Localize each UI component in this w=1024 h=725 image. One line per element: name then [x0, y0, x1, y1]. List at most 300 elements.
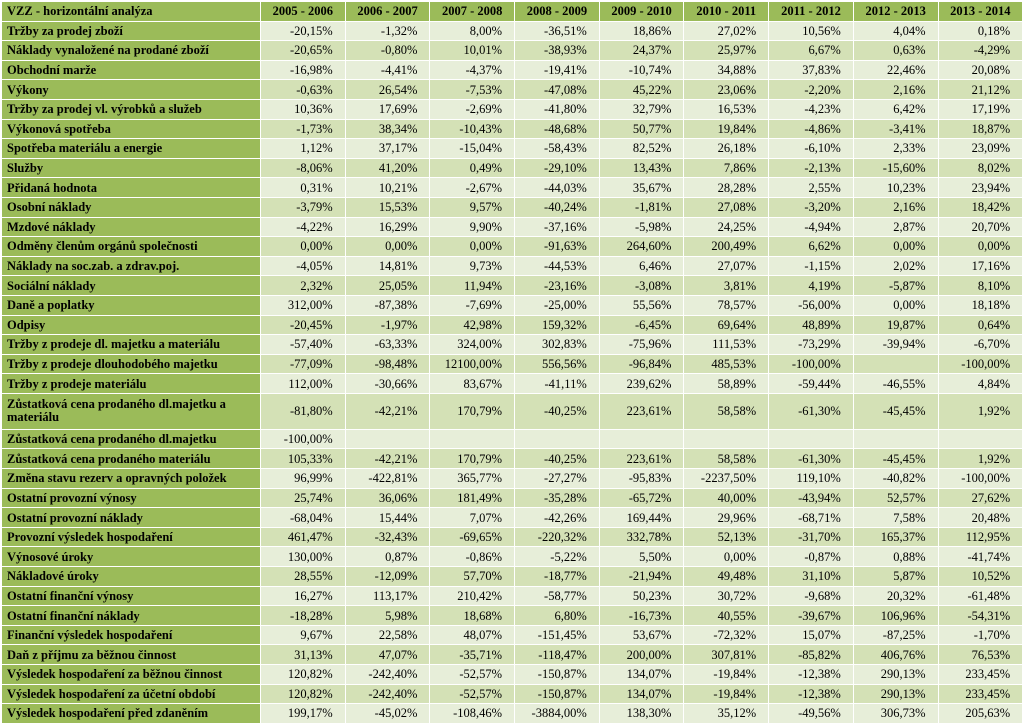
table-cell: -40,24%	[515, 197, 600, 217]
table-cell: -81,80%	[261, 393, 346, 429]
table-cell: 38,34%	[345, 119, 430, 139]
table-cell: -151,45%	[515, 625, 600, 645]
table-cell: -40,82%	[853, 469, 938, 489]
table-cell: -1,32%	[345, 21, 430, 41]
table-cell: -8,06%	[261, 158, 346, 178]
table-cell: 119,10%	[769, 469, 854, 489]
row-label: Ostatní finanční výnosy	[2, 586, 261, 606]
table-cell: 17,69%	[345, 99, 430, 119]
table-cell: -0,80%	[345, 41, 430, 61]
table-cell: -15,60%	[853, 158, 938, 178]
table-cell: -87,25%	[853, 625, 938, 645]
table-cell: 57,70%	[430, 567, 515, 587]
table-cell: -4,23%	[769, 99, 854, 119]
table-cell: 200,00%	[599, 645, 684, 665]
table-cell: 302,83%	[515, 335, 600, 355]
table-cell: 47,07%	[345, 645, 430, 665]
table-cell: -6,70%	[938, 335, 1023, 355]
table-cell: 6,67%	[769, 41, 854, 61]
table-cell: 15,07%	[769, 625, 854, 645]
table-row	[2, 21, 1023, 41]
table-cell: 48,89%	[769, 315, 854, 335]
table-cell: 0,87%	[345, 547, 430, 567]
table-cell: 130,00%	[261, 547, 346, 567]
table-cell: 2,32%	[261, 276, 346, 296]
table-cell: -46,55%	[853, 374, 938, 394]
table-cell: -29,10%	[515, 158, 600, 178]
table-cell: 58,58%	[684, 449, 769, 469]
table-cell: -31,70%	[769, 527, 854, 547]
table-cell: 15,44%	[345, 508, 430, 528]
table-cell: 17,19%	[938, 99, 1023, 119]
table-cell: 112,95%	[938, 527, 1023, 547]
table-cell: -38,93%	[515, 41, 600, 61]
table-cell: 19,84%	[684, 119, 769, 139]
table-cell: -69,65%	[430, 527, 515, 547]
table-cell: -45,02%	[345, 704, 430, 724]
table-cell: -30,66%	[345, 374, 430, 394]
table-cell: -3,08%	[599, 276, 684, 296]
table-cell: 0,88%	[853, 547, 938, 567]
table-cell: -40,25%	[515, 393, 600, 429]
table-row	[2, 488, 1023, 508]
table-cell: -41,74%	[938, 547, 1023, 567]
table-cell: -58,43%	[515, 139, 600, 159]
table-cell: 6,46%	[599, 256, 684, 276]
table-cell: 159,32%	[515, 315, 600, 335]
table-cell: -59,44%	[769, 374, 854, 394]
table-cell: 332,78%	[599, 527, 684, 547]
table-cell: -27,27%	[515, 469, 600, 489]
table-cell: 312,00%	[261, 295, 346, 315]
row-label: Provozní výsledek hospodaření	[2, 527, 261, 547]
table-cell	[769, 429, 854, 449]
table-cell: 170,79%	[430, 449, 515, 469]
table-cell: -42,21%	[345, 449, 430, 469]
row-label: Výsledek hospodaření za běžnou činnost	[2, 665, 261, 685]
row-label: Odpisy	[2, 315, 261, 335]
table-cell: 9,67%	[261, 625, 346, 645]
table-cell: -10,74%	[599, 60, 684, 80]
table-cell: 6,62%	[769, 237, 854, 257]
row-label: Sociální náklady	[2, 276, 261, 296]
table-cell: -20,65%	[261, 41, 346, 61]
table-cell: 16,29%	[345, 217, 430, 237]
table-cell: 26,18%	[684, 139, 769, 159]
horizontal-analysis-table	[1, 1, 1023, 724]
table-cell: -0,63%	[261, 80, 346, 100]
table-cell: 7,07%	[430, 508, 515, 528]
row-label: Tržby za prodej zboží	[2, 21, 261, 41]
table-cell: -1,73%	[261, 119, 346, 139]
table-cell: 0,64%	[938, 315, 1023, 335]
table-row	[2, 393, 1023, 429]
table-cell: -68,71%	[769, 508, 854, 528]
table-cell: -45,45%	[853, 449, 938, 469]
row-label: Tržby za prodej vl. výrobků a služeb	[2, 99, 261, 119]
table-cell: -2,13%	[769, 158, 854, 178]
row-label: Ostatní provozní výnosy	[2, 488, 261, 508]
table-cell: 5,87%	[853, 567, 938, 587]
table-cell: 2,33%	[853, 139, 938, 159]
table-cell: -12,38%	[769, 684, 854, 704]
table-cell: 306,73%	[853, 704, 938, 724]
column-header: 2013 - 2014	[938, 2, 1023, 22]
column-header: 2009 - 2010	[599, 2, 684, 22]
table-cell: 49,48%	[684, 567, 769, 587]
table-cell: -42,21%	[345, 393, 430, 429]
table-row	[2, 547, 1023, 567]
table-cell: -65,72%	[599, 488, 684, 508]
row-label: Ostatní finanční náklady	[2, 606, 261, 626]
table-cell: -21,94%	[599, 567, 684, 587]
table-cell: 69,64%	[684, 315, 769, 335]
table-cell: 7,58%	[853, 508, 938, 528]
row-label: Výkonová spotřeba	[2, 119, 261, 139]
table-row	[2, 508, 1023, 528]
table-cell: -57,40%	[261, 335, 346, 355]
table-cell: 37,83%	[769, 60, 854, 80]
row-label: Výnosové úroky	[2, 547, 261, 567]
row-label: Výsledek hospodaření před zdaněním	[2, 704, 261, 724]
table-cell: 10,23%	[853, 178, 938, 198]
table-cell: -5,98%	[599, 217, 684, 237]
table-cell	[853, 429, 938, 449]
table-row	[2, 197, 1023, 217]
table-cell: 120,82%	[261, 684, 346, 704]
table-cell: 53,67%	[599, 625, 684, 645]
table-cell: 111,53%	[684, 335, 769, 355]
table-cell: -23,16%	[515, 276, 600, 296]
table-cell: 20,08%	[938, 60, 1023, 80]
table-row	[2, 625, 1023, 645]
table-cell: -4,05%	[261, 256, 346, 276]
table-cell: 35,67%	[599, 178, 684, 198]
table-cell: 16,27%	[261, 586, 346, 606]
table-cell: 233,45%	[938, 665, 1023, 685]
table-cell	[684, 429, 769, 449]
table-cell: 6,80%	[515, 606, 600, 626]
table-row	[2, 217, 1023, 237]
table-cell: -61,30%	[769, 449, 854, 469]
table-cell: 290,13%	[853, 684, 938, 704]
table-cell: -0,86%	[430, 547, 515, 567]
table-cell: 37,17%	[345, 139, 430, 159]
table-cell: 0,00%	[853, 237, 938, 257]
table-cell: -7,69%	[430, 295, 515, 315]
table-cell: 13,43%	[599, 158, 684, 178]
table-row	[2, 158, 1023, 178]
row-label: Výsledek hospodaření za účetní období	[2, 684, 261, 704]
table-cell: -2,69%	[430, 99, 515, 119]
table-cell: -61,48%	[938, 586, 1023, 606]
table-cell: 22,58%	[345, 625, 430, 645]
table-cell: -150,87%	[515, 665, 600, 685]
table-cell: 2,87%	[853, 217, 938, 237]
table-cell: -61,30%	[769, 393, 854, 429]
table-cell: -100,00%	[769, 354, 854, 374]
table-cell: 4,84%	[938, 374, 1023, 394]
table-cell: -41,80%	[515, 99, 600, 119]
table-cell: 0,00%	[430, 237, 515, 257]
row-label: Odměny členům orgánů společnosti	[2, 237, 261, 257]
column-header: 2008 - 2009	[515, 2, 600, 22]
row-label: Tržby z prodeje dl. majetku a materiálu	[2, 335, 261, 355]
table-cell: 264,60%	[599, 237, 684, 257]
table-cell: -68,04%	[261, 508, 346, 528]
table-cell: 18,68%	[430, 606, 515, 626]
table-cell	[515, 429, 600, 449]
table-cell: 10,21%	[345, 178, 430, 198]
table-cell	[853, 354, 938, 374]
table-cell: 239,62%	[599, 374, 684, 394]
table-title: VZZ - horizontální analýza	[2, 2, 261, 22]
table-row	[2, 704, 1023, 724]
table-cell: -47,08%	[515, 80, 600, 100]
table-cell: 3,81%	[684, 276, 769, 296]
table-cell: -72,32%	[684, 625, 769, 645]
table-row	[2, 178, 1023, 198]
table-cell: -77,09%	[261, 354, 346, 374]
table-cell: 58,89%	[684, 374, 769, 394]
table-cell: 223,61%	[599, 393, 684, 429]
table-cell: -25,00%	[515, 295, 600, 315]
table-cell: 20,48%	[938, 508, 1023, 528]
table-cell: 31,13%	[261, 645, 346, 665]
table-cell: -75,96%	[599, 335, 684, 355]
table-cell: -10,43%	[430, 119, 515, 139]
table-cell: 120,82%	[261, 665, 346, 685]
table-cell: -43,94%	[769, 488, 854, 508]
table-cell: 324,00%	[430, 335, 515, 355]
table-cell: 165,37%	[853, 527, 938, 547]
table-cell: -100,00%	[938, 469, 1023, 489]
table-cell: 8,10%	[938, 276, 1023, 296]
table-cell: -12,09%	[345, 567, 430, 587]
table-cell: 113,17%	[345, 586, 430, 606]
table-cell: 18,86%	[599, 21, 684, 41]
table-cell: -19,84%	[684, 684, 769, 704]
table-row	[2, 645, 1023, 665]
table-cell: -16,98%	[261, 60, 346, 80]
table-cell: -91,63%	[515, 237, 600, 257]
table-cell: 28,55%	[261, 567, 346, 587]
table-body	[2, 21, 1023, 723]
table-cell: 199,17%	[261, 704, 346, 724]
table-cell: 0,00%	[261, 237, 346, 257]
table-cell: -85,82%	[769, 645, 854, 665]
table-cell: 290,13%	[853, 665, 938, 685]
table-cell: 205,63%	[938, 704, 1023, 724]
table-cell: -56,00%	[769, 295, 854, 315]
table-cell: 12100,00%	[430, 354, 515, 374]
table-cell: -0,87%	[769, 547, 854, 567]
table-cell: 18,87%	[938, 119, 1023, 139]
table-cell: -42,26%	[515, 508, 600, 528]
row-label: Daň z příjmu za běžnou činnost	[2, 645, 261, 665]
table-cell: -54,31%	[938, 606, 1023, 626]
table-cell: 41,20%	[345, 158, 430, 178]
table-cell: 25,97%	[684, 41, 769, 61]
table-cell: 28,28%	[684, 178, 769, 198]
table-cell: -4,86%	[769, 119, 854, 139]
table-cell: 11,94%	[430, 276, 515, 296]
table-cell: 26,54%	[345, 80, 430, 100]
table-cell: 9,90%	[430, 217, 515, 237]
table-cell: -19,84%	[684, 665, 769, 685]
row-label: Náklady na soc.zab. a zdrav.poj.	[2, 256, 261, 276]
table-cell: 0,18%	[938, 21, 1023, 41]
column-header: 2007 - 2008	[430, 2, 515, 22]
column-header: 2011 - 2012	[769, 2, 854, 22]
table-cell: 181,49%	[430, 488, 515, 508]
table-cell: 169,44%	[599, 508, 684, 528]
table-row	[2, 41, 1023, 61]
table-cell: -73,29%	[769, 335, 854, 355]
table-cell: -58,77%	[515, 586, 600, 606]
table-cell: 31,10%	[769, 567, 854, 587]
table-cell: 5,98%	[345, 606, 430, 626]
table-cell: -4,22%	[261, 217, 346, 237]
table-cell: 19,87%	[853, 315, 938, 335]
table-cell: 138,30%	[599, 704, 684, 724]
table-cell: 7,86%	[684, 158, 769, 178]
table-cell: -39,94%	[853, 335, 938, 355]
table-cell: 0,49%	[430, 158, 515, 178]
row-label: Zůstatková cena prodaného dl.majetku	[2, 429, 261, 449]
column-header: 2005 - 2006	[261, 2, 346, 22]
table-cell: 23,09%	[938, 139, 1023, 159]
table-cell: -52,57%	[430, 684, 515, 704]
table-cell: -12,38%	[769, 665, 854, 685]
row-label: Mzdové náklady	[2, 217, 261, 237]
table-cell: 35,12%	[684, 704, 769, 724]
row-label: Finanční výsledek hospodaření	[2, 625, 261, 645]
table-cell: 50,23%	[599, 586, 684, 606]
table-cell: -3884,00%	[515, 704, 600, 724]
table-cell: 29,96%	[684, 508, 769, 528]
table-cell: 8,02%	[938, 158, 1023, 178]
table-cell: 22,46%	[853, 60, 938, 80]
table-cell: 18,42%	[938, 197, 1023, 217]
table-cell: 9,73%	[430, 256, 515, 276]
table-cell: -18,28%	[261, 606, 346, 626]
table-cell: 24,25%	[684, 217, 769, 237]
table-cell	[938, 429, 1023, 449]
table-cell: 18,18%	[938, 295, 1023, 315]
table-cell: 82,52%	[599, 139, 684, 159]
table-cell: 4,04%	[853, 21, 938, 41]
table-row	[2, 119, 1023, 139]
row-label: Osobní náklady	[2, 197, 261, 217]
table-cell: -20,15%	[261, 21, 346, 41]
table-cell: 5,50%	[599, 547, 684, 567]
table-cell: -1,15%	[769, 256, 854, 276]
table-cell: -2,20%	[769, 80, 854, 100]
table-cell: -41,11%	[515, 374, 600, 394]
table-cell: 10,36%	[261, 99, 346, 119]
table-cell: 0,63%	[853, 41, 938, 61]
table-row	[2, 684, 1023, 704]
row-label: Obchodní marže	[2, 60, 261, 80]
table-cell: 105,33%	[261, 449, 346, 469]
row-label: Spotřeba materiálu a energie	[2, 139, 261, 159]
row-label: Zůstatková cena prodaného dl.majetku a materiálu	[2, 393, 261, 429]
header-row	[2, 2, 1023, 22]
table-cell: 25,05%	[345, 276, 430, 296]
table-cell: -220,32%	[515, 527, 600, 547]
table-cell: -39,67%	[769, 606, 854, 626]
table-cell: -32,43%	[345, 527, 430, 547]
table-cell: -242,40%	[345, 665, 430, 685]
table-cell: 406,76%	[853, 645, 938, 665]
table-cell: 2,55%	[769, 178, 854, 198]
table-cell: 2,16%	[853, 197, 938, 217]
table-cell: 83,67%	[430, 374, 515, 394]
table-cell: -4,37%	[430, 60, 515, 80]
table-cell: -87,38%	[345, 295, 430, 315]
table-cell: 17,16%	[938, 256, 1023, 276]
table-cell: 14,81%	[345, 256, 430, 276]
table-row	[2, 276, 1023, 296]
table-cell: 52,13%	[684, 527, 769, 547]
column-header: 2012 - 2013	[853, 2, 938, 22]
table-cell: 10,01%	[430, 41, 515, 61]
table-row	[2, 99, 1023, 119]
table-cell: 36,06%	[345, 488, 430, 508]
table-cell: -20,45%	[261, 315, 346, 335]
table-cell: 27,08%	[684, 197, 769, 217]
row-label: Zůstatková cena prodaného materiálu	[2, 449, 261, 469]
row-label: Služby	[2, 158, 261, 178]
table-cell: -45,45%	[853, 393, 938, 429]
table-cell: 76,53%	[938, 645, 1023, 665]
table-cell: -48,68%	[515, 119, 600, 139]
table-row	[2, 567, 1023, 587]
table-cell: 78,57%	[684, 295, 769, 315]
table-cell: 4,19%	[769, 276, 854, 296]
table-cell: -5,22%	[515, 547, 600, 567]
table-cell: 24,37%	[599, 41, 684, 61]
table-row	[2, 256, 1023, 276]
row-label: Ostatní provozní náklady	[2, 508, 261, 528]
table-cell: 0,00%	[853, 295, 938, 315]
table-row	[2, 237, 1023, 257]
column-header: 2010 - 2011	[684, 2, 769, 22]
table-cell: -35,71%	[430, 645, 515, 665]
table-cell	[430, 429, 515, 449]
table-cell: 42,98%	[430, 315, 515, 335]
table-row	[2, 80, 1023, 100]
table-cell: 1,92%	[938, 449, 1023, 469]
table-cell: -6,45%	[599, 315, 684, 335]
table-cell	[345, 429, 430, 449]
table-cell: 0,00%	[345, 237, 430, 257]
table-cell: 134,07%	[599, 665, 684, 685]
row-label: Tržby z prodeje dlouhodobého majetku	[2, 354, 261, 374]
table-cell: 27,07%	[684, 256, 769, 276]
table-row	[2, 295, 1023, 315]
table-row	[2, 335, 1023, 355]
table-cell: -96,84%	[599, 354, 684, 374]
table-cell: 55,56%	[599, 295, 684, 315]
table-row	[2, 586, 1023, 606]
table-row	[2, 606, 1023, 626]
table-cell: 134,07%	[599, 684, 684, 704]
table-cell: -108,46%	[430, 704, 515, 724]
table-cell: 210,42%	[430, 586, 515, 606]
table-row	[2, 374, 1023, 394]
